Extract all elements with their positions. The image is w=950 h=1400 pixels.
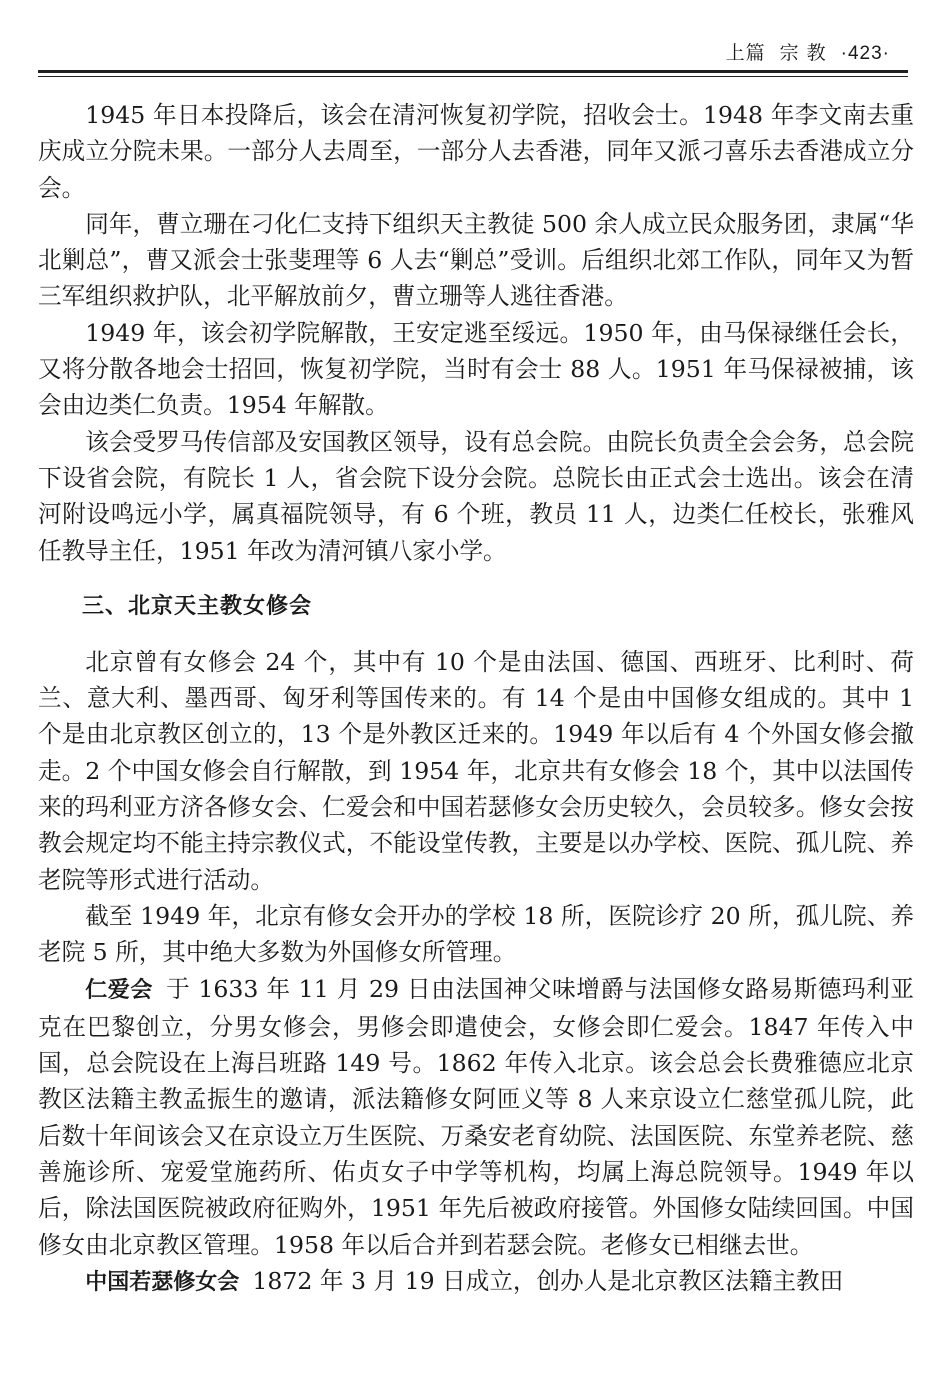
paragraph: 同年，曹立珊在刁化仁支持下组织天主教徒 500 余人成立民众服务团，隶属“华北剿总”，曹又派会士张斐理等 6 人去“剿总”受训。后组织北郊工作队，同年又为暂三军组织救护队，北平解放前夕，曹立珊等人逃往香港。: [38, 209, 914, 311]
paragraph: 该会受罗马传信部及安国教区领导，设有总会院。由院长负责全会会务，总会院下设省会院，有院长 1 人，省会院下设分会院。总院长由正式会士选出。该会在清河附设鸣远小学，属真福院领导，有 6 个班，教员 11 人，边类仁任校长，张雅风任教导主任，1951 年改为清河镇八家小学。: [38, 427, 914, 565]
entry-paragraph: [38, 1263, 914, 1301]
paragraph: 1949 年，该会初学院解散，王安定逃至绥远。1950 年，由马保禄继任会长，又将分散各地会士招回，恢复初学院，当时有会士 88 人。1951 年马保禄被捕，该会由边类仁负责。1954 年解散。: [38, 318, 914, 420]
header-rule-thin: [38, 76, 908, 77]
entry-text: 1872 年 3 月 19 日成立，创办人是北京教区法籍主教田: [252, 1266, 844, 1295]
entry-text: 于 1633 年 11 月 29 日由法国神父味增爵与法国修女路易斯德玛利亚克在巴黎创立，分男女修会，男修会即遣使会，女修会即仁爱会。1847 年传入中国，总会院设在上海吕班路 149 号。1862 年传入北京。该会总会长费雅德应北京教区法籍主教孟振生的邀请，派法籍修女阿匝义等 8 人来京设立仁慈堂孤儿院，此后数十年间该会又在京设立万生医院、万桑安老育幼院、法国医院、东堂养老院、慈善施诊所、宠爱堂施药所、佑贞女子中学等机构，均属上海总院领导。1949 年以后，除法国医院被政府征购外，1951 年先后被政府接管。外国修女陆续回国。中国修女由北京教区管理。1958 年以后合并到若瑟会院。老修女已相继去世。: [38, 974, 914, 1259]
paragraph: 1945 年日本投降后，该会在清河恢复初学院，招收会士。1948 年李文南去重庆成立分院未果。一部分人去周至，一部分人去香港，同年又派刁喜乐去香港成立分会。: [38, 101, 914, 202]
section-heading: 三、北京天主教女修会: [82, 593, 313, 619]
running-head-section: 上篇: [725, 42, 766, 64]
entry-term: 仁爱会: [85, 977, 153, 1003]
entry-term: 中国若瑟修女会: [85, 1269, 240, 1295]
page-number: ·423·: [840, 43, 890, 64]
entry-paragraph: [38, 971, 914, 1263]
running-head-chapter: 宗 教: [779, 42, 827, 64]
paragraph: 北京曾有女修会 24 个，其中有 10 个是由法国、德国、西班牙、比利时、荷兰、意大利、墨西哥、匈牙利等国传来的。有 14 个是由中国修女组成的。其中 1 个是由北京教区创立的，13 个是外教区迁来的。1949 年以后有 4 个外国女修会撤走。2 个中国女修会自行解散，到 1954 年，北京共有女修会 18 个，其中以法国传来的玛利亚方济各修女会、仁爱会和中国若瑟修女会历史较久，会员较多。修女会按教会规定均不能主持宗教仪式，不能设堂传教，主要是以办学校、医院、孤儿院、养老院等形式进行活动。: [38, 647, 914, 894]
body-text: [38, 97, 914, 1301]
running-head: [726, 38, 890, 65]
paragraph: 截至 1949 年，北京有修女会开办的学校 18 所，医院诊疗 20 所，孤儿院、养老院 5 所，其中绝大多数为外国修女所管理。: [38, 901, 914, 967]
header-rule-thick: [38, 70, 908, 73]
